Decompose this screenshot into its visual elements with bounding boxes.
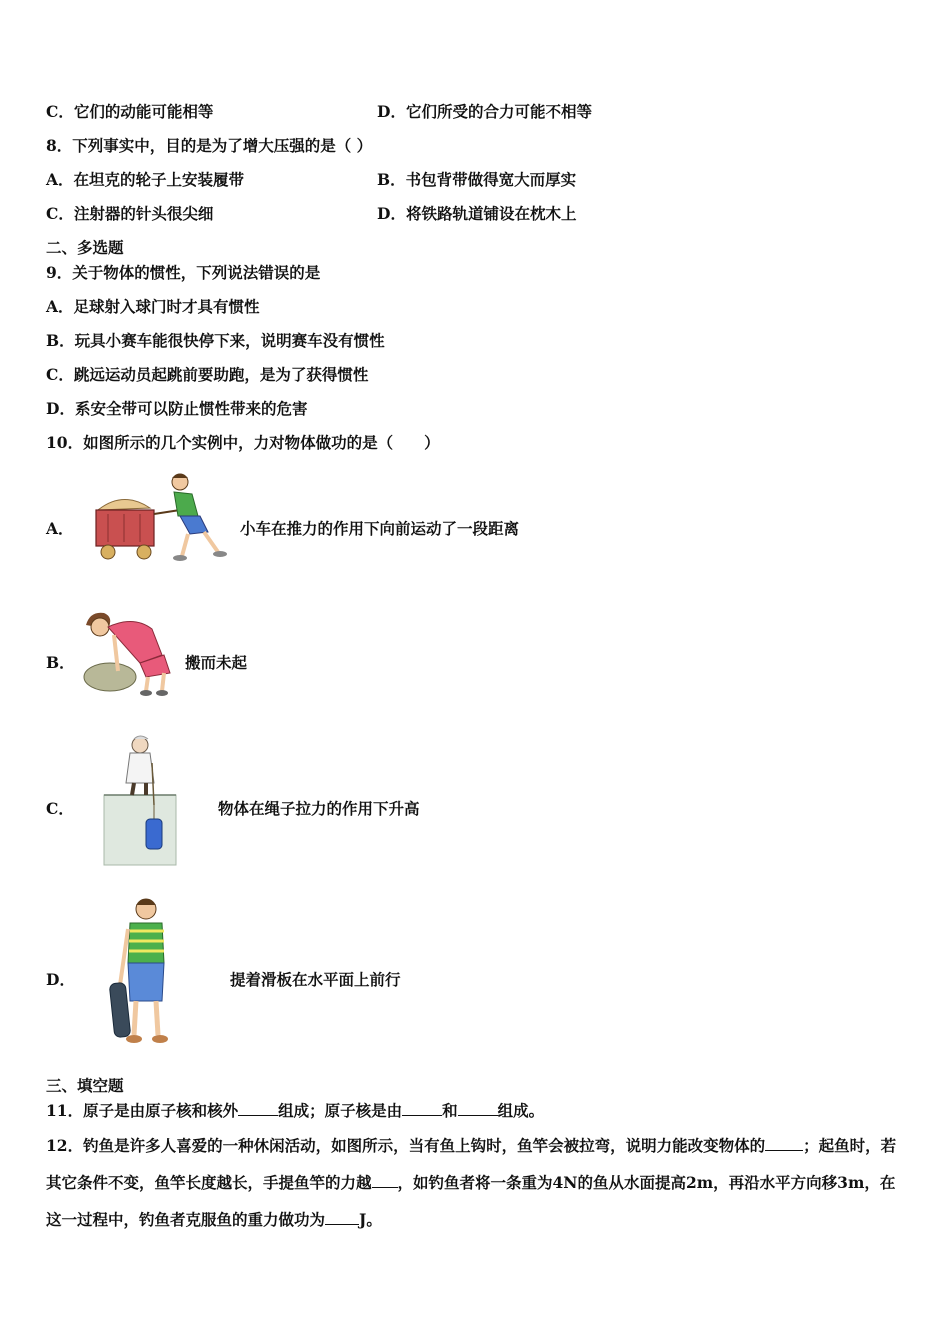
q11-blank-3 [458,1101,498,1116]
q9-option-c: C．跳远运动员起跳前要助跑，是为了获得惯性 [46,365,369,384]
q9-stem: 9．关于物体的惯性，下列说法错误的是 [46,263,321,282]
man-pulling-rope-illustration [102,733,206,867]
q11-text: 11．原子是由原子核和核外 组成；原子核是由 和 组成。 [46,1101,545,1120]
girl-lifting-rock-illustration [78,605,178,697]
boy-carrying-skateboard-illustration [108,895,180,1051]
q10-option-a-letter: A． [46,519,74,538]
q9-option-a: A．足球射入球门时才具有惯性 [46,297,260,316]
q8-option-a: A．在坦克的轮子上安装履带 [46,170,245,189]
q12-text: 12．钓鱼是许多人喜爱的一种休闲活动，如图所示，当有鱼上钩时，鱼竿会被拉弯，说明力能改变物体的 ；起鱼时，若其它条件不变，鱼竿长度越长，手提鱼竿的力越 ，如钓鱼者将一条重为4N的鱼从水面提高2m，再沿水平方向移3m，在这一过程中，钓鱼者克服鱼的重力做功为 J。 [46,1136,897,1229]
q10-option-d-letter: D． [46,970,75,989]
q12-blank-2 [372,1173,398,1188]
q12-blank-3 [325,1210,359,1225]
q8-stem: 8．下列事实中，目的是为了增大压强的是（ ） [46,136,373,155]
q10-option-b-text: 搬而未起 [185,653,248,672]
section-title-multiple-choice: 二、多选题 [46,238,124,257]
q11-blank-2 [402,1101,442,1116]
q9-option-b: B．玩具小赛车能很快停下来，说明赛车没有惯性 [46,331,385,350]
q10-option-c-letter: C． [46,799,74,818]
q10-option-b-letter: B． [46,653,75,672]
q10-stem: 10．如图所示的几个实例中，力对物体做功的是（ ） [46,433,440,452]
q10-option-a-text: 小车在推力的作用下向前运动了一段距离 [240,519,520,538]
q8-option-b: B．书包背带做得宽大而厚实 [377,170,577,189]
q10-option-c-text: 物体在绳子拉力的作用下升高 [218,799,420,818]
q10-option-d-text: 提着滑板在水平面上前行 [230,970,401,989]
q7-option-c: C．它们的动能可能相等 [46,102,214,121]
q12-blank-1 [765,1136,803,1151]
q8-option-c: C．注射器的针头很尖细 [46,204,214,223]
boy-pushing-cart-illustration [88,470,230,566]
q8-option-d: D．将铁路轨道铺设在枕木上 [377,204,577,223]
q9-option-d: D．系安全带可以防止惯性带来的危害 [46,399,308,418]
section-title-fill-in: 三、填空题 [46,1076,124,1095]
q7-option-d: D．它们所受的合力可能不相等 [377,102,592,121]
q11-blank-1 [238,1101,278,1116]
